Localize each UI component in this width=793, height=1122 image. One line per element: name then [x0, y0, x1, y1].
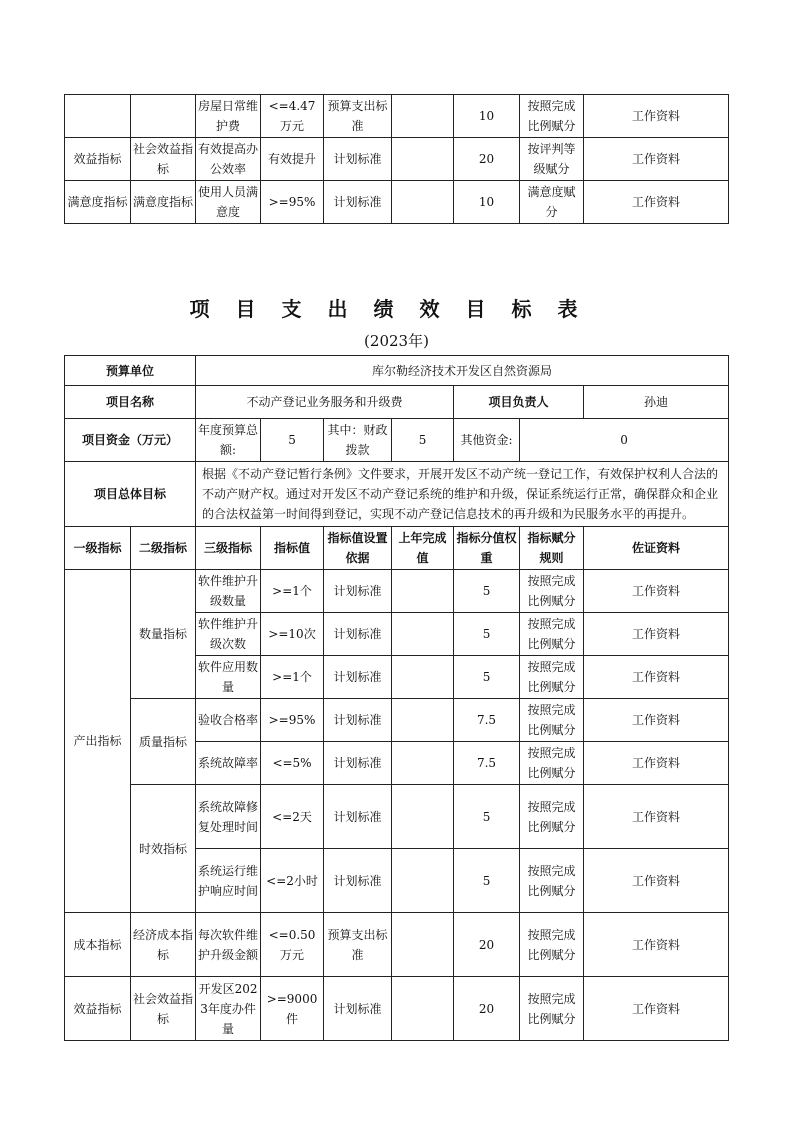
- cell-evidence: 工作资料: [584, 138, 729, 181]
- project-name-value: 不动产登记业务服务和升级费: [196, 386, 454, 419]
- performance-target-table: [64, 355, 729, 1041]
- cell-level2: 社会效益指标: [131, 138, 196, 181]
- cell-value: >=1个: [261, 570, 324, 613]
- cell-level3: 每次软件维护升级金额: [196, 913, 261, 977]
- cell-rule: 满意度赋分: [520, 181, 584, 224]
- header-evidence: 佐证资料: [584, 527, 729, 570]
- cell-rule: 按照完成比例赋分: [520, 913, 584, 977]
- cell-last-year: [392, 849, 454, 913]
- project-name-label: 项目名称: [65, 386, 196, 419]
- cell-basis: 计划标准: [324, 742, 392, 785]
- project-leader-label: 项目负责人: [454, 386, 584, 419]
- cell-level3: 系统故障率: [196, 742, 261, 785]
- cell-last-year: [392, 570, 454, 613]
- table-row: [65, 181, 729, 224]
- fiscal-allocation-label: 其中：财政拨款: [324, 419, 392, 462]
- cell-weight: 5: [454, 613, 520, 656]
- annual-budget-label: 年度预算总额:: [196, 419, 261, 462]
- cell-last-year: [392, 95, 454, 138]
- cell-value: <=2小时: [261, 849, 324, 913]
- cell-basis: 计划标准: [324, 181, 392, 224]
- continued-indicator-table: [64, 94, 729, 224]
- table-row: [65, 913, 729, 977]
- annual-budget-value: 5: [261, 419, 324, 462]
- budget-unit-label: 预算单位: [65, 356, 196, 386]
- cell-weight: 20: [454, 138, 520, 181]
- cell-weight: 10: [454, 95, 520, 138]
- cell-level3: 系统故障修复处理时间: [196, 785, 261, 849]
- other-funds-value: 0: [520, 419, 729, 462]
- header-last-year: 上年完成值: [392, 527, 454, 570]
- cell-level3: 验收合格率: [196, 699, 261, 742]
- overall-goal-label: 项目总体目标: [65, 462, 196, 527]
- level1-cost: 成本指标: [65, 913, 131, 977]
- cell-evidence: 工作资料: [584, 742, 729, 785]
- cell-rule: 按照完成比例赋分: [520, 785, 584, 849]
- cell-weight: 5: [454, 656, 520, 699]
- header-row: [65, 527, 729, 570]
- cell-evidence: 工作资料: [584, 656, 729, 699]
- cell-level3: 系统运行维护响应时间: [196, 849, 261, 913]
- cell-value: <=2天: [261, 785, 324, 849]
- table-row: [65, 785, 729, 849]
- cell-evidence: 工作资料: [584, 785, 729, 849]
- overall-goal-row: [65, 462, 729, 527]
- cell-weight: 7.5: [454, 699, 520, 742]
- cell-level3: 开发区2023年度办件量: [196, 977, 261, 1041]
- other-funds-label: 其他资金:: [454, 419, 520, 462]
- project-funds-label: 项目资金（万元）: [65, 419, 196, 462]
- cell-last-year: [392, 699, 454, 742]
- cell-weight: 10: [454, 181, 520, 224]
- cell-last-year: [392, 785, 454, 849]
- cell-evidence: 工作资料: [584, 95, 729, 138]
- cell-rule: 按照完成比例赋分: [520, 699, 584, 742]
- cell-level3: 软件维护升级次数: [196, 613, 261, 656]
- cell-level3: 软件维护升级数量: [196, 570, 261, 613]
- cell-basis: 预算支出标准: [324, 913, 392, 977]
- level2-time: 时效指标: [131, 785, 196, 913]
- level2-economic-cost: 经济成本指标: [131, 913, 196, 977]
- level2-quantity: 数量指标: [131, 570, 196, 699]
- cell-weight: 5: [454, 570, 520, 613]
- cell-last-year: [392, 613, 454, 656]
- table-row: [65, 977, 729, 1041]
- project-funds-row: [65, 419, 729, 462]
- cell-last-year: [392, 742, 454, 785]
- cell-weight: 20: [454, 977, 520, 1041]
- cell-evidence: 工作资料: [584, 913, 729, 977]
- cell-evidence: 工作资料: [584, 977, 729, 1041]
- cell-last-year: [392, 977, 454, 1041]
- project-name-row: [65, 386, 729, 419]
- level1-output: 产出指标: [65, 570, 131, 913]
- header-level2: 二级指标: [131, 527, 196, 570]
- cell-weight: 5: [454, 785, 520, 849]
- cell-value: <=0.50万元: [261, 913, 324, 977]
- cell-basis: 计划标准: [324, 570, 392, 613]
- cell-level1: 效益指标: [65, 138, 131, 181]
- cell-value: <=4.47万元: [261, 95, 324, 138]
- cell-last-year: [392, 138, 454, 181]
- cell-value: <=5%: [261, 742, 324, 785]
- cell-basis: 计划标准: [324, 785, 392, 849]
- cell-rule: 按照完成比例赋分: [520, 570, 584, 613]
- table-row: [65, 138, 729, 181]
- cell-level3: 软件应用数量: [196, 656, 261, 699]
- cell-basis: 计划标准: [324, 138, 392, 181]
- header-basis: 指标值设置依据: [324, 527, 392, 570]
- table-row: [65, 95, 729, 138]
- cell-value: >=10次: [261, 613, 324, 656]
- cell-weight: 20: [454, 913, 520, 977]
- header-value: 指标值: [261, 527, 324, 570]
- cell-basis: 计划标准: [324, 977, 392, 1041]
- fiscal-allocation-value: 5: [392, 419, 454, 462]
- table-row: [65, 699, 729, 742]
- cell-rule: 按照完成比例赋分: [520, 656, 584, 699]
- overall-goal-text: 根据《不动产登记暂行条例》文件要求，开展开发区不动产统一登记工作，有效保护权利人合法的不动产财产权。通过对开发区不动产登记系统的维护和升级，保证系统运行正常，确保群众和企业的合法权益第一时间得到登记，实现不动产登记信息技术的再升级和为民服务水平的再提升。: [196, 462, 729, 527]
- cell-rule: 按评判等级赋分: [520, 138, 584, 181]
- cell-basis: 计划标准: [324, 699, 392, 742]
- project-leader-value: 孙迪: [584, 386, 729, 419]
- cell-basis: 计划标准: [324, 613, 392, 656]
- cell-evidence: 工作资料: [584, 570, 729, 613]
- cell-rule: 按照完成比例赋分: [520, 977, 584, 1041]
- cell-rule: 按照完成比例赋分: [520, 849, 584, 913]
- cell-level1: [65, 95, 131, 138]
- cell-value: 有效提升: [261, 138, 324, 181]
- cell-level2: [131, 95, 196, 138]
- header-rule: 指标赋分规则: [520, 527, 584, 570]
- cell-last-year: [392, 181, 454, 224]
- cell-basis: 计划标准: [324, 656, 392, 699]
- cell-value: >=95%: [261, 181, 324, 224]
- level1-benefit: 效益指标: [65, 977, 131, 1041]
- cell-rule: 按照完成比例赋分: [520, 613, 584, 656]
- table-row: [65, 570, 729, 613]
- cell-basis: 计划标准: [324, 849, 392, 913]
- level2-social-benefit: 社会效益指标: [131, 977, 196, 1041]
- cell-last-year: [392, 913, 454, 977]
- cell-level3: 有效提高办公效率: [196, 138, 261, 181]
- cell-level3: 房屋日常维护费: [196, 95, 261, 138]
- header-weight: 指标分值权重: [454, 527, 520, 570]
- page-title: 项目支出绩效目标表: [189, 297, 604, 321]
- header-level1: 一级指标: [65, 527, 131, 570]
- cell-evidence: 工作资料: [584, 849, 729, 913]
- cell-level2: 满意度指标: [131, 181, 196, 224]
- budget-unit-value: 库尔勒经济技术开发区自然资源局: [196, 356, 729, 386]
- cell-level3: 使用人员满意度: [196, 181, 261, 224]
- cell-rule: 按照完成比例赋分: [520, 95, 584, 138]
- cell-basis: 预算支出标准: [324, 95, 392, 138]
- cell-evidence: 工作资料: [584, 181, 729, 224]
- cell-level1: 满意度指标: [65, 181, 131, 224]
- cell-value: >=95%: [261, 699, 324, 742]
- cell-value: >=1个: [261, 656, 324, 699]
- budget-unit-row: [65, 356, 729, 386]
- cell-last-year: [392, 656, 454, 699]
- cell-value: >=9000件: [261, 977, 324, 1041]
- cell-weight: 7.5: [454, 742, 520, 785]
- level2-quality: 质量指标: [131, 699, 196, 785]
- cell-evidence: 工作资料: [584, 613, 729, 656]
- page-subtitle-year: (2023年): [364, 332, 429, 350]
- cell-weight: 5: [454, 849, 520, 913]
- header-level3: 三级指标: [196, 527, 261, 570]
- cell-evidence: 工作资料: [584, 699, 729, 742]
- cell-rule: 按照完成比例赋分: [520, 742, 584, 785]
